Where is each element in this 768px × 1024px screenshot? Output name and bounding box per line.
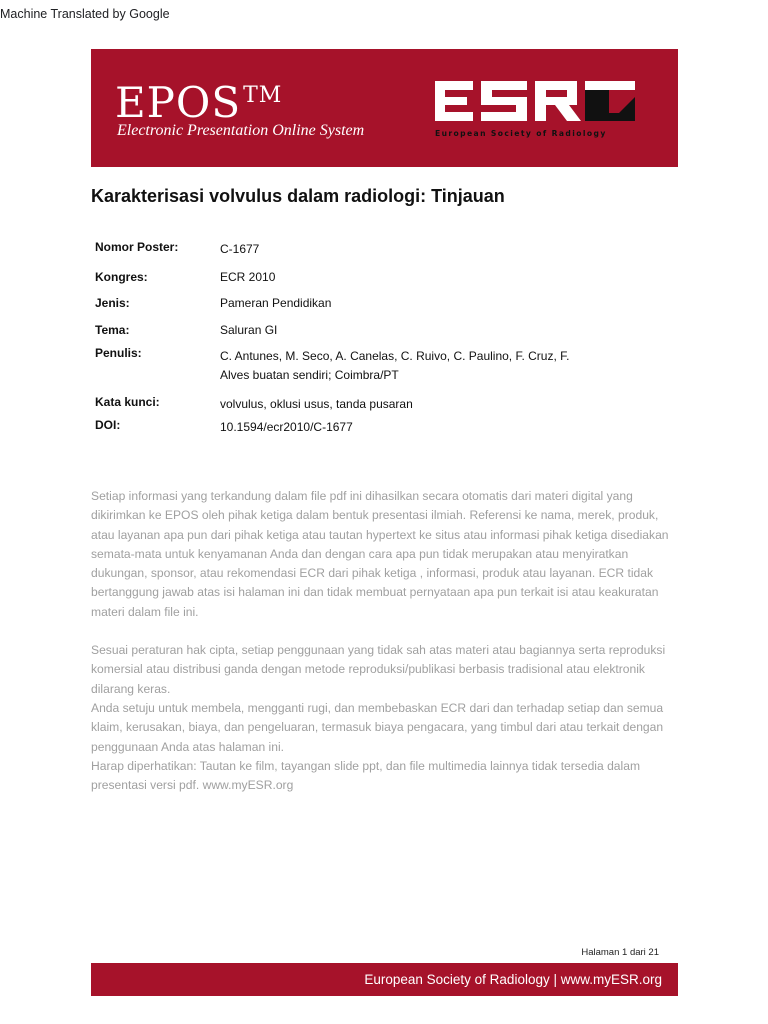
esr-logo: [433, 75, 643, 155]
document-title: Karakterisasi volvulus dalam radiologi: Tinjauan: [91, 186, 505, 206]
epos-title: [115, 75, 283, 127]
meta-value: C-1677: [220, 242, 260, 256]
disclaimer-paragraph: Harap diperhatikan: Tautan ke film, tayangan slide ppt, dan file multimedia lainnya tidak tersedia dalam presentasi versi pdf. www.myESR.org: [91, 758, 641, 793]
meta-value: 10.1594/ecr2010/C-1677: [220, 420, 353, 434]
meta-label: Kata kunci:: [95, 395, 160, 409]
meta-label: DOI:: [95, 418, 121, 432]
epos-header-banner: [91, 49, 678, 167]
meta-label: Jenis:: [95, 296, 130, 310]
meta-label: Penulis:: [95, 346, 142, 360]
epos-trademark: TM: [243, 83, 283, 108]
disclaimer-text: [91, 487, 671, 795]
meta-label: Nomor Poster:: [95, 240, 179, 254]
disclaimer-paragraph: Anda setuju untuk membela, mengganti rugi, dan membebaskan ECR dari dan terhadap setiap dan semua klaim, kerusakan, biaya, dan pengeluaran, termasuk biaya pengacara, yang timbul dari atau terkait dengan penggunaan Anda atas halaman ini.: [91, 700, 664, 754]
meta-value: Pameran Pendidikan: [220, 296, 332, 310]
meta-value: volvulus, oklusi usus, tanda pusaran: [220, 397, 413, 411]
esr-logo-graphic: [433, 75, 643, 127]
disclaimer-paragraph: Setiap informasi yang terkandung dalam file pdf ini dihasilkan secara otomatis dari materi digital yang dikirimkan ke EPOS oleh pihak ketiga dalam bentuk presentasi ilmiah. Referensi ke nama, merek, produk, atau layanan apa pun dari pihak ketiga atau tautan hypertext ke situs atau informasi pihak ketiga disediakan semata-mata untuk kenyamanan Anda dan dengan cara apa pun tidak merupakan atau menyiratkan dukungan, sponsor, atau rekomendasi ECR dari pihak ketiga , informasi, produk atau layanan. ECR tidak bertanggung jawab atas isi halaman ini dan tidak membuat pernyataan apa pun terkait isi atau keakuratan materi dalam file ini.: [91, 489, 669, 619]
epos-title-text: EPOS: [115, 78, 242, 127]
footer-text: European Society of Radiology | www.myESR.org: [364, 972, 662, 987]
meta-label: Kongres:: [95, 270, 148, 284]
footer-bar: [91, 963, 678, 996]
meta-value: C. Antunes, M. Seco, A. Canelas, C. Ruivo, C. Paulino, F. Cruz, F. Alves buatan sendiri; Coimbra/PT: [220, 349, 570, 382]
machine-translated-note: Machine Translated by Google: [0, 7, 170, 21]
page-number: Halaman 1 dari 21: [581, 947, 659, 958]
esr-caption: European Society of Radiology: [435, 129, 607, 138]
meta-value: ECR 2010: [220, 270, 276, 284]
meta-label: Tema:: [95, 323, 130, 337]
disclaimer-paragraph: Sesuai peraturan hak cipta, setiap penggunaan yang tidak sah atas materi atau bagiannya serta reproduksi komersial atau distribusi ganda dengan metode reproduksi/publikasi berbasis tradisional atau elektronik dilarang keras.: [91, 643, 666, 696]
meta-value: Saluran GI: [220, 323, 278, 337]
epos-subtitle: Electronic Presentation Online System: [117, 122, 365, 139]
